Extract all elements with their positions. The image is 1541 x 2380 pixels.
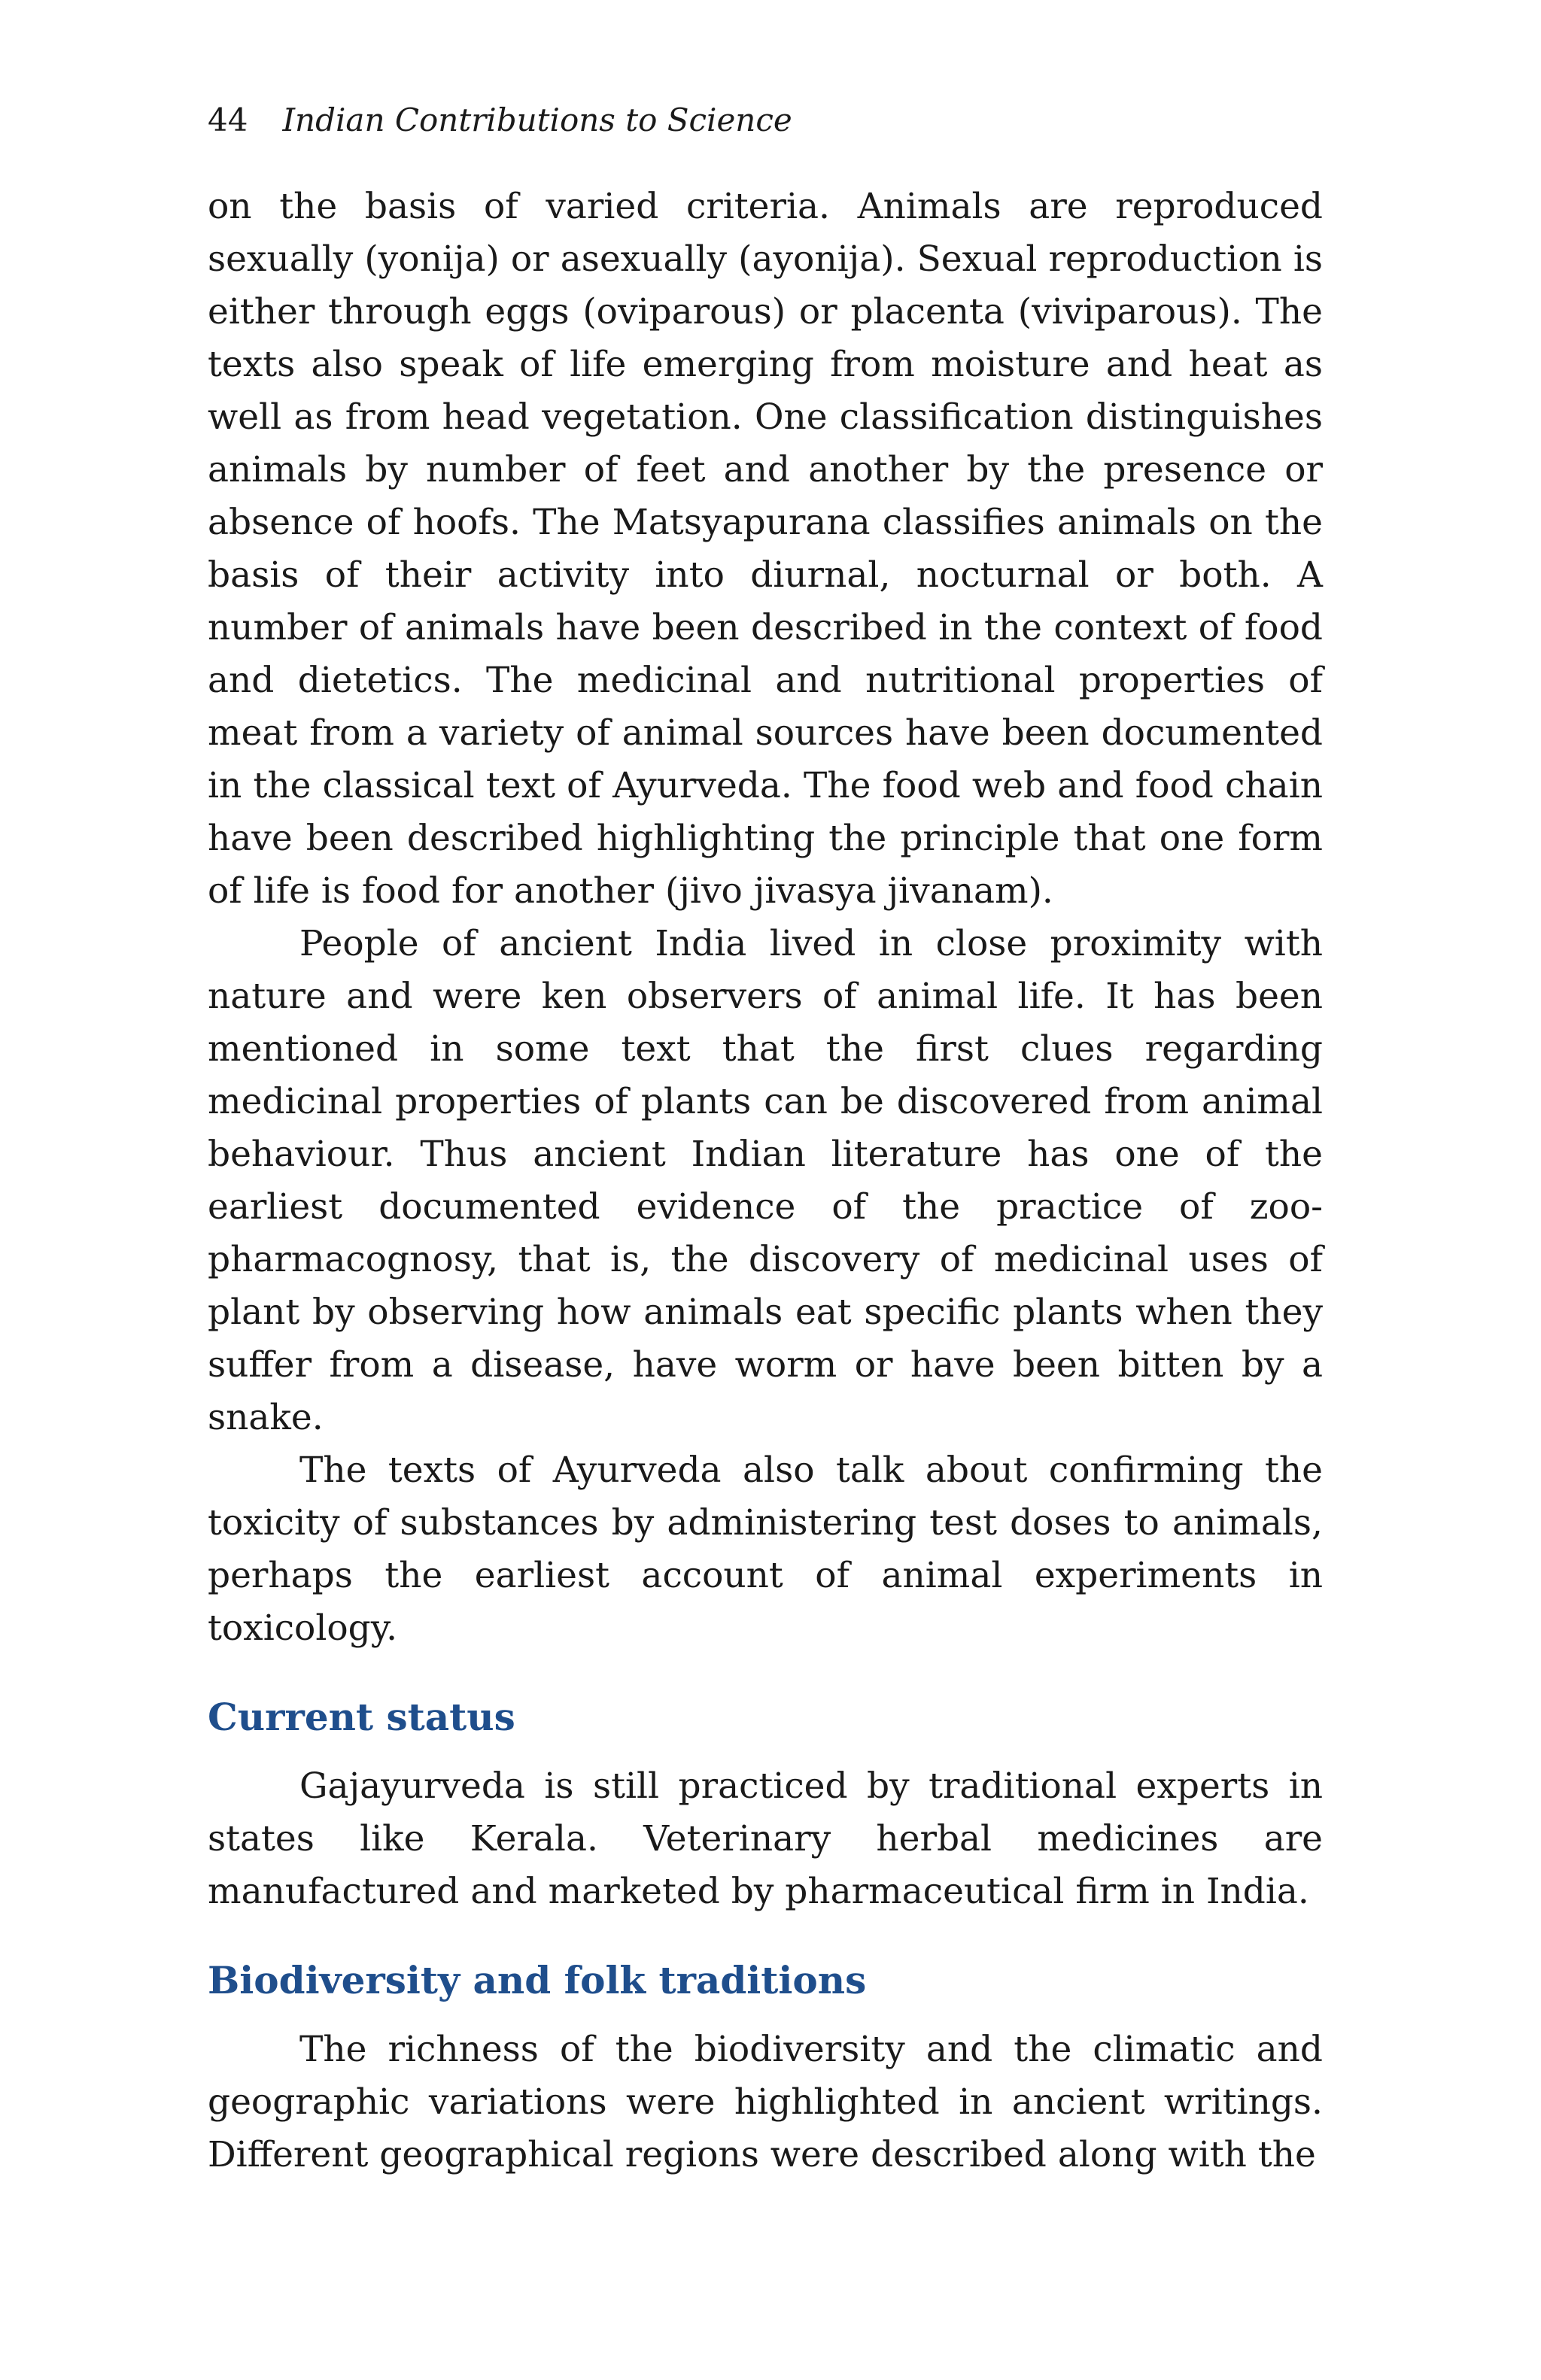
- section-heading-biodiversity: Biodiversity and folk traditions: [208, 1958, 867, 2002]
- running-header: [208, 98, 1323, 143]
- section-heading-current-status: Current status: [208, 1695, 515, 1739]
- biodiversity-paragraph: The richness of the biodiversity and the climatic and geographic variations were highlighted in ancient writings. Different geographical regions were described along with the: [208, 2029, 1323, 2175]
- current-status-paragraph: Gajayurveda is still practiced by traditional experts in states like Kerala. Veterinary herbal medicines are manufactured and marketed by pharmaceutical firm in India.: [208, 1765, 1323, 1912]
- body-paragraph-2: People of ancient India lived in close proximity with nature and were ken observers of animal life. It has been mentioned in some text that the first clues regarding medicinal properties of plants can be discovered from animal behaviour. Thus ancient Indian literature has one of the earliest documented evidence of the practice of zoo-pharmacognosy, that is, the discovery of medicinal uses of plant by observing how animals eat specific plants when they suffer from a disease, have worm or have been bitten by a snake.: [208, 923, 1323, 1438]
- body-paragraph-1: on the basis of varied criteria. Animals are reproduced sexually (yonija) or asexually (ayonija). Sexual reproduction is either through eggs (oviparous) or placenta (viviparous). The texts also speak of life emerging from moisture and heat as well as from head vegetation. One classification distinguishes animals by number of feet and another by the presence or absence of hoofs. The Matsyapurana classifies animals on the basis of their activity into diurnal, nocturnal or both. A number of animals have been described in the context of food and dietetics. The medicinal and nutritional properties of meat from a variety of animal sources have been documented in the classical text of Ayurveda. The food web and food chain have been described highlighting the principle that one form of life is food for another (jivo jivasya jivanam).: [208, 186, 1323, 912]
- page-content: [208, 90, 1323, 2181]
- book-title: Indian Contributions to Science: [282, 102, 792, 138]
- body-paragraph-3: The texts of Ayurveda also talk about confirming the toxicity of substances by administering test doses to animals, perhaps the earliest account of animal experiments in toxicology.: [208, 1450, 1323, 1649]
- page-number: 44: [208, 102, 248, 138]
